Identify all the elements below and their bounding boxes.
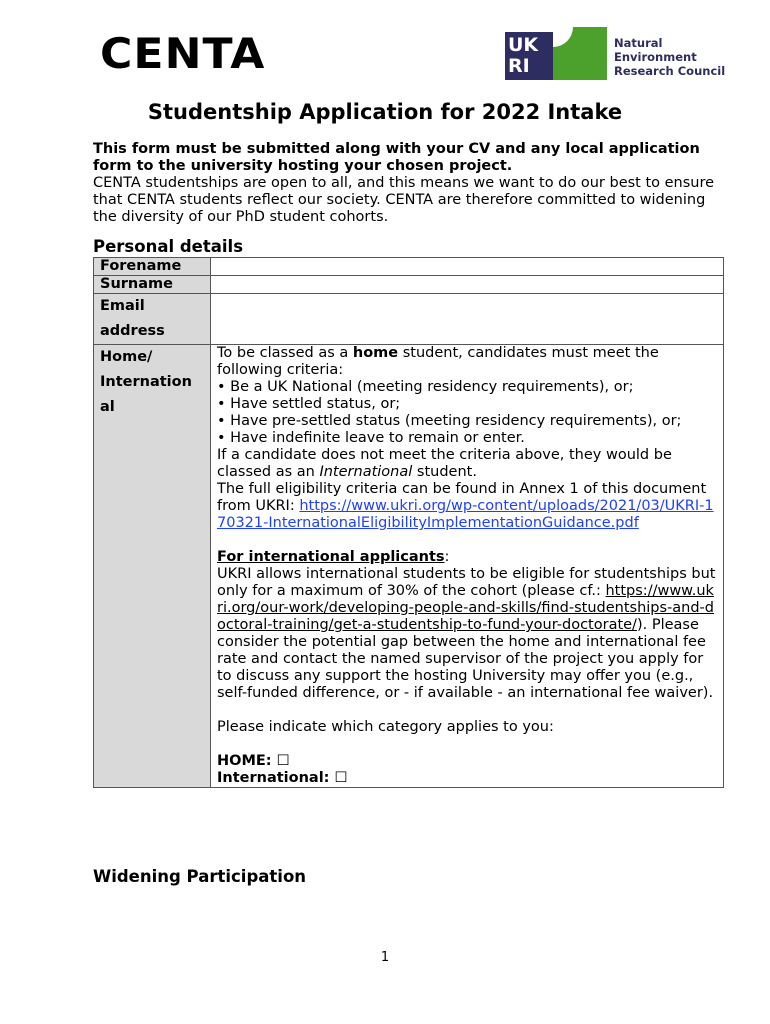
home-international-content [211, 345, 724, 788]
surname-label: Surname [94, 276, 211, 294]
not-meet-before: If a candidate does not meet the criteria above, they would be classed as an [217, 447, 672, 480]
nerc-line-2: Environment [614, 50, 697, 64]
nerc-leaf-shape [553, 27, 607, 80]
international-text [217, 566, 719, 702]
email-row [94, 294, 724, 345]
home-checkbox-label[interactable]: HOME: ☐ [217, 753, 290, 769]
home-text-after: student, candidates must meet the following criteria: [217, 345, 659, 378]
international-link[interactable]: https://www.ukri.org/our-work/developing-people-and-skills/find-studentships-and-doctoral-training/get-a-studentship-to-fund-your-doctorate/ [217, 583, 714, 633]
home-criteria-intro [217, 345, 719, 379]
home-text-before: To be classed as a [217, 345, 353, 361]
spacer [217, 702, 719, 719]
ukri-logo-bottom: RI [508, 55, 530, 77]
hi-label-line-1: Home/ [100, 349, 153, 365]
intro-bold-text: This form must be submitted along with your CV and any local application form to the university hosting your chosen project. [93, 141, 700, 174]
indicate-text: Please indicate which category applies to you: [217, 719, 554, 735]
eligibility-intro: The full eligibility criteria can be found in Annex 1 of this document from UKRI: [217, 481, 707, 514]
international-option[interactable] [217, 770, 719, 787]
email-label [94, 294, 211, 345]
spacer [217, 736, 719, 753]
criteria-item: • Have indefinite leave to remain or enter. [217, 430, 525, 446]
surname-field[interactable] [211, 276, 724, 294]
personal-details-table [93, 257, 724, 788]
forename-field[interactable] [211, 258, 724, 276]
eligibility-link[interactable]: https://www.ukri.org/wp-content/uploads/2021/03/UKRI-170321-InternationalEligibilityImplementationGuidance.pdf [217, 498, 714, 531]
email-label-line-1: Email [100, 298, 145, 314]
international-heading-line [217, 549, 719, 566]
ukri-nerc-logo [505, 27, 735, 82]
home-bold: home [352, 345, 399, 361]
surname-row [94, 276, 724, 294]
email-field[interactable] [211, 294, 724, 345]
criteria-item: • Have pre-settled status (meeting residency requirements), or; [217, 413, 682, 429]
international-text-2: ). Please consider the potential gap between the home and international fee rate and contact the named supervisor of the project you apply for to discuss any support the hosting University may offer you (e.g., self-funded difference, or - if available - an international fee waiver). [217, 617, 714, 701]
intro-paragraph [93, 141, 733, 226]
criteria-item: • Have settled status, or; [217, 396, 401, 412]
home-option[interactable] [217, 753, 719, 770]
intro-text: CENTA studentships are open to all, and this means we want to do our best to ensure that CENTA students reflect our society. CENTA are therefore committed to widening the diversity of our PhD student cohorts. [93, 175, 715, 225]
international-heading: For international applicants [217, 549, 445, 565]
nerc-line-3: Research Council [614, 64, 726, 78]
page-number: 1 [380, 950, 390, 965]
home-international-label [94, 345, 211, 788]
centa-logo [100, 29, 266, 78]
eligibility-text [217, 481, 719, 532]
forename-label: Forename [94, 258, 211, 276]
not-meet-text [217, 447, 719, 481]
ukri-logo-top: UK [508, 34, 539, 56]
international-italic: International [319, 464, 413, 480]
nerc-logo-text [614, 36, 725, 78]
international-checkbox-label[interactable]: International: ☐ [217, 770, 348, 786]
centa-logo-text: CENTA [100, 29, 266, 78]
criteria-item: • Be a UK National (meeting residency requirements), or; [217, 379, 634, 395]
forename-row [94, 258, 724, 276]
ukri-logo [505, 32, 553, 80]
international-colon: : [444, 549, 450, 565]
international-text-1: UKRI allows international students to be eligible for studentships but only for a maximum of 30% of the cohort (please cf.: [217, 566, 716, 599]
hi-label-line-3: al [100, 399, 115, 415]
not-meet-after: student. [412, 464, 477, 480]
page-title: Studentship Application for 2022 Intake [147, 100, 623, 124]
nerc-line-1: Natural [614, 36, 663, 50]
email-label-line-2: address [100, 323, 165, 339]
hi-label-line-2: Internation [100, 374, 192, 390]
home-international-row [94, 345, 724, 788]
personal-details-heading: Personal details [93, 237, 244, 256]
widening-participation-heading: Widening Participation [93, 867, 307, 886]
spacer [217, 532, 719, 549]
